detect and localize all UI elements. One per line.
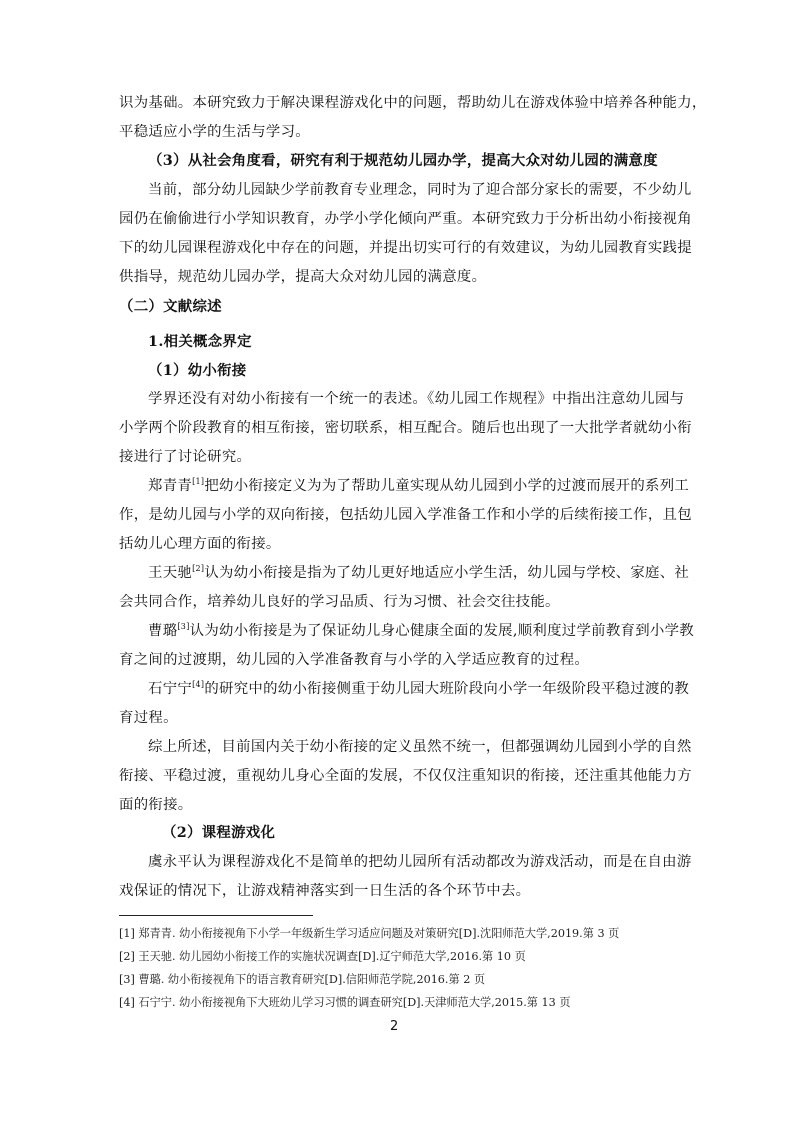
- paragraph-line: 接进行了讨论研究。: [119, 449, 252, 465]
- subsection-heading: 1.相关概念界定: [148, 333, 252, 350]
- footnote: [1] 郑青青. 幼小衔接视角下小学一年级新生学习适应问题及对策研究[D].沈阳师范大学,2019.第 3 页: [119, 927, 620, 940]
- paragraph-line: 园仍在偷偷进行小学知识教育，办学小学化倾向严重。本研究致力于分析出幼小衔接视角: [119, 211, 692, 227]
- page-number: 2: [390, 1019, 399, 1034]
- paragraph-line: 小学两个阶段教育的相互衔接，密切联系，相互配合。随后也出现了一大批学者就幼小衔: [119, 420, 692, 436]
- paragraph-line: 平稳适应小学的生活与学习。: [119, 124, 310, 140]
- paragraph-line: 作，是幼儿园与小学的双向衔接，包括幼儿园入学准备工作和小学的后续衔接工作，且包: [119, 507, 692, 523]
- footnote: [2] 王天驰. 幼儿园幼小衔接工作的实施状况调查[D].辽宁师范大学,2016.第 10 页: [119, 950, 526, 963]
- paragraph-line: 虞永平认为课程游戏化不是简单的把幼儿园所有活动都改为游戏活动，而是在自由游: [148, 854, 692, 870]
- paragraph-line: 育之间的过渡期，幼儿园的入学准备教育与小学的入学适应教育的过程。: [119, 652, 590, 668]
- paragraph-line: 下的幼儿园课程游戏化中存在的问题，并提出切实可行的有效建议，为幼儿园教育实践提: [119, 240, 692, 256]
- paragraph-line: 当前，部分幼儿园缺少学前教育专业理念，同时为了迎合部分家长的需要，不少幼儿: [148, 182, 692, 198]
- paragraph-line: 供指导，规范幼儿园办学，提高大众对幼儿园的满意度。: [119, 269, 487, 285]
- paragraph-line: 戏保证的情况下，让游戏精神落实到一日生活的各个环节中去。: [119, 883, 531, 899]
- paragraph-line: 括幼儿心理方面的衔接。: [119, 536, 281, 552]
- citation-author: 郑青青: [148, 478, 193, 494]
- footnote: [4] 石宁宁. 幼小衔接视角下大班幼儿学习习惯的调查研究[D].天津师范大学,2015.第 13 页: [119, 996, 571, 1009]
- paragraph-line: 面的衔接。: [119, 797, 193, 813]
- citation-ref[interactable]: [4]: [192, 680, 205, 689]
- paragraph-line: 王天驰[2]认为幼小衔接是指为了幼儿更好地适应小学生活，幼儿园与学校、家庭、社: [148, 564, 690, 581]
- paragraph-line: 会共同合作，培养幼儿良好的学习品质、行为习惯、社会交往技能。: [119, 594, 560, 610]
- subheading: （1）幼小衔接: [148, 362, 247, 379]
- paragraph-line: 衔接、平稳过渡，重视幼儿身心全面的发展，不仅仅注重知识的衔接，还注重其他能力方: [119, 768, 692, 784]
- citation-ref[interactable]: [2]: [192, 564, 205, 573]
- citation-author: 曹璐: [148, 623, 178, 639]
- subheading: （2）课程游戏化: [162, 824, 276, 841]
- subheading: （3）从社会角度看，研究有利于规范幼儿园办学，提高大众对幼儿园的满意度: [148, 152, 658, 169]
- citation-ref[interactable]: [3]: [177, 622, 190, 631]
- paragraph-line: 学界还没有对幼小衔接有一个统一的表述。《幼儿园工作规程》中指出注意幼儿园与: [148, 391, 685, 407]
- paragraph-line: 曹璐[3]认为幼小衔接是为了保证幼儿身心健康全面的发展,顺利度过学前教育到小学教: [148, 622, 694, 639]
- paragraph-line: 石宁宁[4]的研究中的幼小衔接侧重于幼儿园大班阶段向小学一年级阶段平稳过渡的教: [148, 680, 690, 697]
- paragraph-line: 育过程。: [119, 710, 178, 726]
- citation-author: 王天驰: [148, 565, 193, 581]
- paragraph-line: 郑青青[1]把幼小衔接定义为为了帮助儿童实现从幼儿园到小学的过渡而展开的系列工: [148, 477, 690, 494]
- footnote: [3] 曹璐. 幼小衔接视角下的语言教育研究[D].信阳师范学院,2016.第 2 页: [119, 973, 486, 986]
- section-heading: （二）文献综述: [119, 298, 222, 315]
- paragraph-line: 识为基础。本研究致力于解决课程游戏化中的问题，帮助幼儿在游戏体验中培养各种能力，: [119, 95, 707, 111]
- citation-ref[interactable]: [1]: [192, 477, 205, 486]
- citation-author: 石宁宁: [148, 681, 193, 697]
- footnote-divider: [119, 915, 313, 916]
- paragraph-line: 综上所述，目前国内关于幼小衔接的定义虽然不统一，但都强调幼儿园到小学的自然: [148, 739, 692, 755]
